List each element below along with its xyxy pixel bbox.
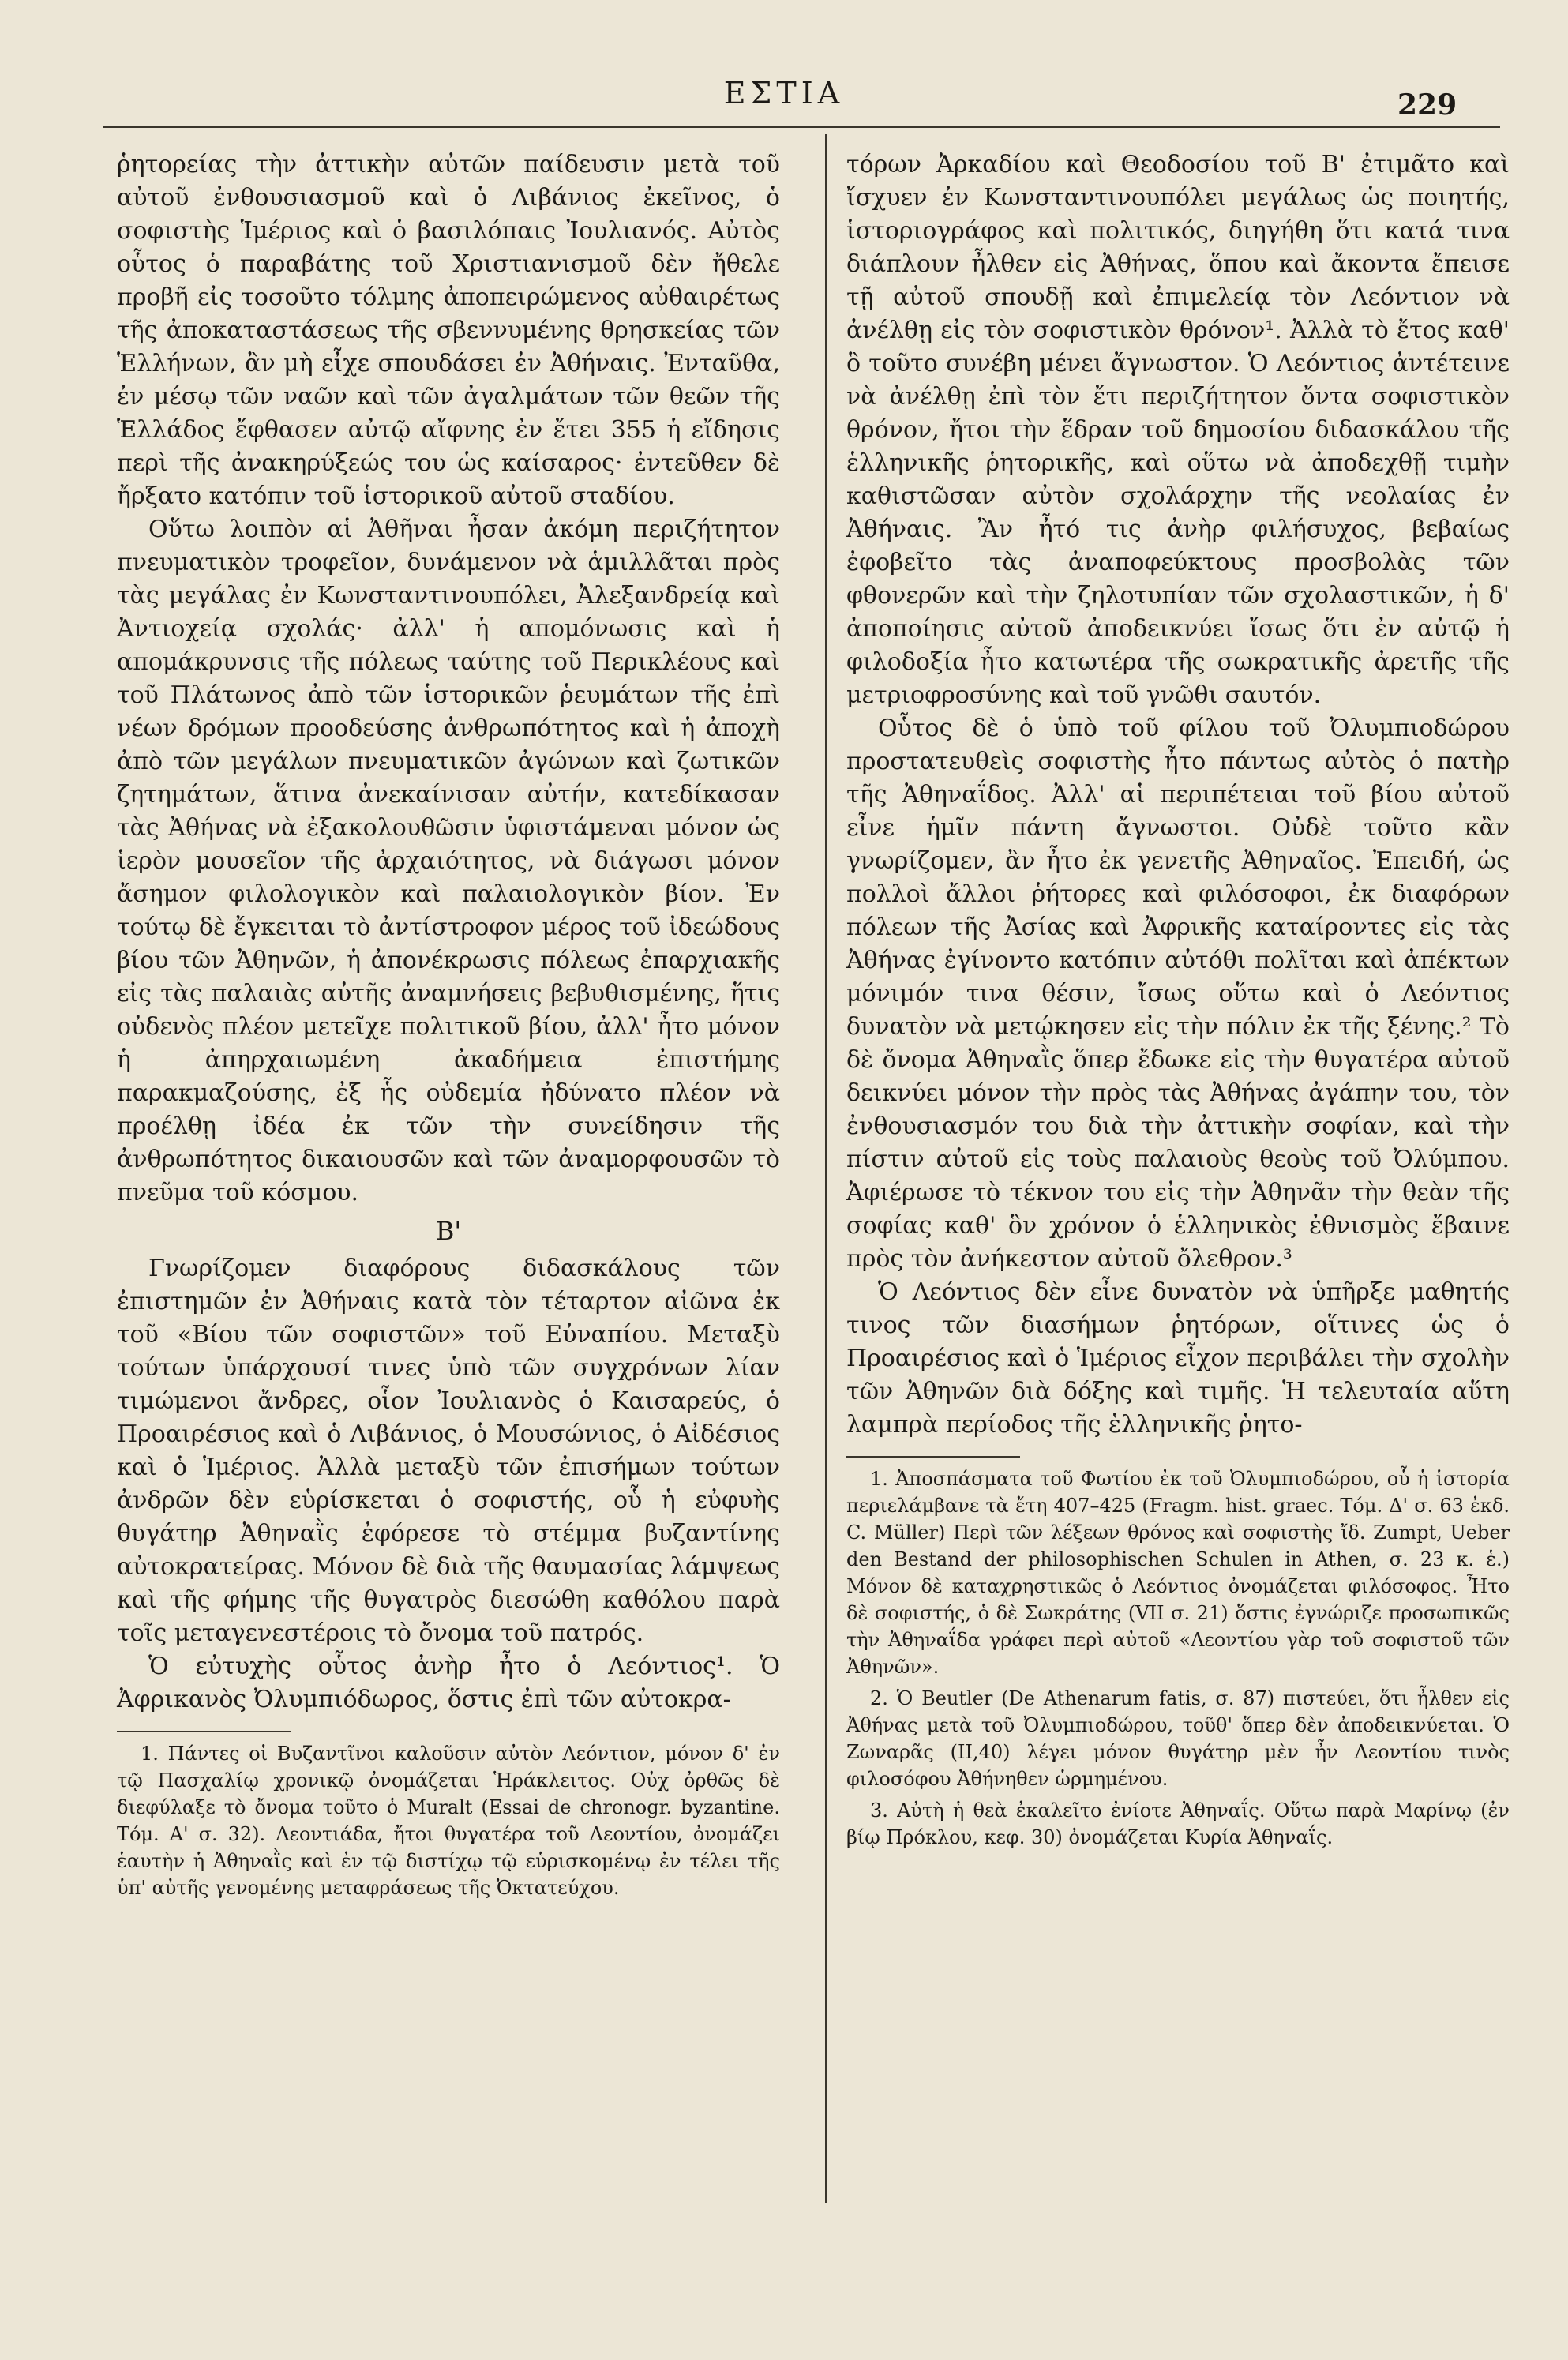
left-column xyxy=(117,148,780,1906)
right-column xyxy=(846,148,1510,1855)
header-rule xyxy=(103,126,1500,128)
paragraph: τόρων Ἀρκαδίου καὶ Θεοδοσίου τοῦ Β' ἐτιμᾶτο καὶ ἴσχυεν ἐν Κωνσταντινουπόλει μεγάλως ὡς ποιητής, ἱστοριογράφος καὶ πολιτικός, διηγήθη ὅτι κατά τινα διάπλουν ἦλθεν εἰς Ἀθήνας, ὅπου καὶ ἄκοντα ἔπεισε τῇ αὐτοῦ σπουδῇ καὶ ἐπιμελείᾳ τὸν Λεόντιον νὰ ἀνέλθῃ εἰς τὸν σοφιστικὸν θρόνον¹. Ἀλλὰ τὸ ἔτος καθ' ὃ τοῦτο συνέβη μένει ἄγνωστον. Ὁ Λεόντιος ἀντέτεινε νὰ ἀνέλθῃ ἐπὶ τὸν ἔτι περιζήτητον ὄντα σοφιστικὸν θρόνον, ἤτοι τὴν ἕδραν τοῦ δημοσίου διδασκάλου τῆς ἑλληνικῆς ῥητορικῆς, καὶ οὕτω νὰ ἀποδεχθῇ τιμὴν καθιστῶσαν αὐτὸν σχολάρχην τῆς νεολαίας ἐν Ἀθήναις. Ἂν ἦτό τις ἀνὴρ φιλήσυχος, βεβαίως ἐφοβεῖτο τὰς ἀναποφεύκτους προσβολὰς τῶν φθονερῶν καὶ τὴν ζηλοτυπίαν τῶν σχολαστικῶν, ἡ δ' ἀποποίησις αὐτοῦ ἀποδεικνύει ἴσως ὅτι ἐν αὐτῷ ἡ φιλοδοξία ἦτο κατωτέρα τῆς σωκρατικῆς ἀρετῆς τῆς μετριοφροσύνης καὶ τοῦ γνῶθι σαυτόν. xyxy=(846,151,1510,709)
footnotes xyxy=(846,1465,1510,1851)
page-number: 229 xyxy=(1397,88,1457,122)
section-heading: Β' xyxy=(435,1216,462,1246)
paragraph: Οὗτος δὲ ὁ ὑπὸ τοῦ φίλου τοῦ Ὀλυμπιοδώρου προστατευθεὶς σοφιστὴς ἦτο πάντως αὐτὸς ὁ πατὴρ τῆς Ἀθηναΐδος. Ἀλλ' αἱ περιπέτειαι τοῦ βίου αὐτοῦ εἶνε ἡμῖν πάντη ἄγνωστοι. Οὐδὲ τοῦτο κἂν γνωρίζομεν, ἂν ἦτο ἐκ γενετῆς Ἀθηναῖος. Ἐπειδή, ὡς πολλοὶ ἄλλοι ῥήτορες καὶ φιλόσοφοι, ἐκ διαφόρων πόλεων τῆς Ἀσίας καὶ Ἀφρικῆς καταίροντες εἰς τὰς Ἀθήνας ἐγίνοντο κατόπιν αὐτόθι πολῖται καὶ ἀπέκτων μόνιμόν τινα θέσιν, ἴσως οὕτω καὶ ὁ Λεόντιος δυνατὸν νὰ μετῴκησεν εἰς τὴν πόλιν ἐκ τῆς ξένης.² Τὸ δὲ ὄνομα Ἀθηναῒς ὅπερ ἔδωκε εἰς τὴν θυγατέρα αὐτοῦ δεικνύει μόνον τὴν πρὸς τὰς Ἀθήνας ἀγάπην του, τὸν ἐνθουσιασμόν του διὰ τὴν ἀττικὴν σοφίαν, καὶ τὴν πίστιν αὐτοῦ εἰς τοὺς παλαιοὺς θεοὺς τοῦ Ὀλύμπου. Ἀφιέρωσε τὸ τέκνον του εἰς τὴν Ἀθηνᾶν τὴν θεὰν τῆς σοφίας καθ' ὃν χρόνον ὁ ἑλληνικὸς ἐθνισμὸς ἔβαινε πρὸς τὸν ἀνήκεστον αὐτοῦ ὄλεθρον.³ xyxy=(846,715,1510,1273)
footnotes xyxy=(117,1740,780,1901)
footnote: 1. Πάντες οἱ Βυζαντῖνοι καλοῦσιν αὐτὸν Λεόντιον, μόνον δ' ἐν τῷ Πασχαλίῳ χρονικῷ ὀνομάζεται Ἡράκλειτος. Οὐχ ὀρθῶς δὲ διεφύλαξε τὸ ὄνομα τοῦτο ὁ Muralt (Essai de chronogr. byzantine. Τόμ. Α' σ. 32). Λεοντιάδα, ἤτοι θυγατέρα τοῦ Λεοντίου, ὀνομάζει ἑαυτὴν ἡ Ἀθηναῒς καὶ ἐν τῷ διστίχῳ τῷ εὑρισκομένῳ ἐν τέλει τῆς ὑπ' αὐτῆς γενομένης μεταφράσεως τῆς Ὀκτατεύχου. xyxy=(117,1743,780,1899)
column-divider xyxy=(825,134,827,2203)
paragraph: Οὕτω λοιπὸν αἱ Ἀθῆναι ἦσαν ἀκόμη περιζήτητον πνευματικὸν τροφεῖον, δυνάμενον νὰ ἁμιλλᾶται πρὸς τὰς μεγάλας ἐν Κωνσταντινουπόλει, Ἀλεξανδρείᾳ καὶ Ἀντιοχείᾳ σχολάς· ἀλλ' ἡ απομόνωσις καὶ ἡ απομάκρυνσις τῆς πόλεως ταύτης τοῦ Περικλέους καὶ τοῦ Πλάτωνος ἀπὸ τῶν ἱστορικῶν ῥευμάτων τῆς ἐπὶ νέων δρόμων προοδεύσης ἀνθρωπότητος καὶ ἡ ἀποχὴ ἀπὸ τῶν μεγάλων πνευματικῶν ἀγώνων καὶ ζωτικῶν ζητημάτων, ἅτινα ἀνεκαίνισαν αὐτήν, κατεδίκασαν τὰς Ἀθήνας νὰ ἐξακολουθῶσιν ὑφιστάμεναι μόνον ὡς ἱερὸν μουσεῖον τῆς ἀρχαιότητος, νὰ διάγωσι μόνον ἄσημον φιλολογικὸν καὶ παλαιολογικὸν βίον. Ἐν τούτῳ δὲ ἔγκειται τὸ ἀντίστροφον μέρος τοῦ ἰδεώδους βίου τῶν Ἀθηνῶν, ἡ ἀπονέκρωσις πόλεως ἐπαρχιακῆς εἰς τὰς παλαιὰς αὐτῆς ἀναμνήσεις βεβυθισμένης, ἥτις οὐδενὸς πλέον μετεῖχε πολιτικοῦ βίου, ἀλλ' ἦτο μόνον ἡ ἀπηρχαιωμένη ἀκαδήμεια ἐπιστήμης παρακμαζούσης, ἐξ ἧς οὐδεμία ἠδύνατο πλέον νὰ προέλθῃ ἰδέα ἐκ τῶν τὴν συνείδησιν τῆς ἀνθρωπότητος δικαιουσῶν καὶ τῶν ἀναμορφουσῶν τὸ πνεῦμα τοῦ κόσμου. xyxy=(117,516,780,1206)
paragraph: Ὁ εὐτυχὴς οὗτος ἀνὴρ ἦτο ὁ Λεόντιος¹. Ὁ Ἀφρικανὸς Ὀλυμπιόδωρος, ὅστις ἐπὶ τῶν αὐτοκρα- xyxy=(117,1653,780,1713)
paragraph: ῥητορείας τὴν ἀττικὴν αὐτῶν παίδευσιν μετὰ τοῦ αὐτοῦ ἐνθουσιασμοῦ καὶ ὁ Λιβάνιος ἐκεῖνος, ὁ σοφιστὴς Ἱμέριος καὶ ὁ βασιλόπαις Ἰουλιανός. Αὐτὸς οὗτος ὁ παραβάτης τοῦ Χριστιανισμοῦ δὲν ἤθελε προβῆ εἰς τοσοῦτο τόλμης ἀποπειρώμενος αὐθαιρέτως τῆς ἀποκαταστάσεως τῆς σβεννυμένης θρησκείας τῶν Ἑλλήνων, ἂν μὴ εἶχε σπουδάσει ἐν Ἀθήναις. Ἐνταῦθα, ἐν μέσῳ τῶν ναῶν καὶ τῶν ἀγαλμάτων τῶν θεῶν τῆς Ἑλλάδος ἔφθασεν αὐτῷ αἴφνης ἐν ἔτει 355 ἡ εἴδησις περὶ τῆς ἀνακηρύξεώς του ὡς καίσαρος· ἐντεῦθεν δὲ ἤρξατο κατόπιν τοῦ ἱστορικοῦ αὐτοῦ σταδίου. xyxy=(117,151,780,510)
footnote: 3. Αὐτὴ ἡ θεὰ ἐκαλεῖτο ἐνίοτε Ἀθηναΐς. Οὕτω παρὰ Μαρίνῳ (ἐν βίῳ Πρόκλου, κεφ. 30) ὀνομάζεται Κυρία Ἀθηναΐς. xyxy=(846,1799,1510,1848)
footnote: 2. Ὁ Beutler (De Athenarum fatis, σ. 87) πιστεύει, ὅτι ἦλθεν εἰς Ἀθήνας μετὰ τοῦ Ὀλυμπιοδώρου, τοῦθ' ὅπερ δὲν ἀποδεικνύεται. Ὁ Ζωναρᾶς (II,40) λέγει μόνον θυγάτηρ μὲν ἦν Λεοντίου τινὸς φιλοσόφου Ἀθήνηθεν ὡρμημένου. xyxy=(846,1687,1510,1790)
paragraph: Γνωρίζομεν διαφόρους διδασκάλους τῶν ἐπιστημῶν ἐν Ἀθήναις κατὰ τὸν τέταρτον αἰῶνα ἐκ τοῦ «Βίου τῶν σοφιστῶν» τοῦ Εὐναπίου. Μεταξὺ τούτων ὑπάρχουσί τινες ὑπὸ τῶν συγχρόνων λίαν τιμώμενοι ἄνδρες, οἷον Ἰουλιανὸς ὁ Καισαρεύς, ὁ Προαιρέσιος καὶ ὁ Λιβάνιος, ὁ Μουσώνιος, ὁ Αἰδέσιος καὶ ὁ Ἱμέριος. Ἀλλὰ μεταξὺ τῶν ἐπισήμων τούτων ἀνδρῶν δὲν εὑρίσκεται ὁ σοφιστής, οὗ ἡ εὐφυὴς θυγάτηρ Ἀθηναῒς ἐφόρεσε τὸ στέμμα βυζαντίνης αὐτοκρατείρας. Μόνον δὲ διὰ τῆς θαυμασίας λάμψεως καὶ τῆς φήμης τῆς θυγατρὸς διεσώθη καθόλου παρὰ τοῖς μεταγενεστέροις τὸ ὄνομα τοῦ πατρός. xyxy=(117,1255,780,1647)
footnote-rule xyxy=(117,1731,291,1732)
paragraph: Ὁ Λεόντιος δὲν εἶνε δυνατὸν νὰ ὑπῆρξε μαθητής τινος τῶν διασήμων ῥητόρων, οἵτινες ὡς ὁ Προαιρέσιος καὶ ὁ Ἱμέριος εἶχον περιβάλει τὴν σχολὴν τῶν Ἀθηνῶν διὰ δόξης καὶ τιμῆς. Ἡ τελευταία αὕτη λαμπρὰ περίοδος τῆς ἑλληνικῆς ῥητο- xyxy=(846,1278,1510,1439)
running-title: ΕΣΤΙΑ xyxy=(723,76,845,111)
footnote-rule xyxy=(846,1456,1020,1458)
footnote: 1. Ἀποσπάσματα τοῦ Φωτίου ἐκ τοῦ Ὀλυμπιοδώρου, οὗ ἡ ἱστορία περιελάμβανε τὰ ἔτη 407–425 (Fragm. hist. graec. Τόμ. Δ' σ. 63 ἐκδ. C. Müller) Περὶ τῶν λέξεων θρόνος καὶ σοφιστὴς ἴδ. Zumpt, Ueber den Bestand der philosophischen Schulen in Athen, σ. 23 κ. ἑ.) Μόνον δὲ καταχρηστικῶς ὁ Λεόντιος ὀνομάζεται φιλόσοφος. Ἦτο δὲ σοφιστής, ὁ δὲ Σωκράτης (VII σ. 21) ὅστις ἐγνώριζε προσωπικῶς τὴν Ἀθηναΐδα γράφει περὶ αὐτοῦ «Λεοντίου γὰρ τοῦ σοφιστοῦ τῶν Ἀθηνῶν». xyxy=(846,1468,1510,1678)
